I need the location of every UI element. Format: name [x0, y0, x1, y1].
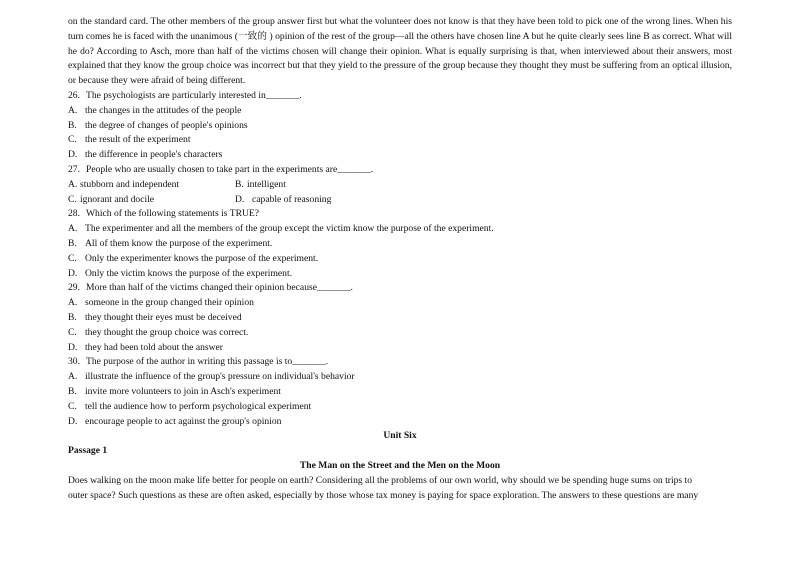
option-30a [68, 370, 732, 385]
option-letter: B. [68, 237, 77, 249]
question-26 [68, 89, 732, 104]
option-text: invite more volunteers to join in Asch's experiment [85, 385, 281, 397]
option-text: The experimenter and all the members of the group except the victim know the purpose of the experiment. [85, 223, 494, 235]
question-30 [68, 355, 732, 370]
option-27c [68, 193, 235, 208]
option-letter: D. [68, 149, 78, 161]
option-text: stubborn and independent [80, 178, 180, 190]
option-28d [68, 267, 732, 282]
options-27-row-1 [68, 178, 732, 193]
option-text: illustrate the influence of the group's pressure on individual's behavior [85, 371, 355, 383]
option-28b [68, 237, 732, 252]
option-letter: B. [68, 385, 77, 397]
option-text: tell the audience how to perform psychological experiment [85, 400, 312, 412]
question-stem: Which of the following statements is TRUE? [86, 208, 260, 220]
option-28c [68, 252, 732, 267]
option-30c [68, 400, 732, 415]
option-letter: A. [68, 371, 78, 383]
option-text: the result of the experiment [85, 134, 191, 146]
unit-heading: Unit Six [383, 430, 417, 442]
passage-label: Passage 1 [68, 445, 108, 457]
passage-line-1: Does walking on the moon make life better for people on earth? Considering all the problems of our own world, why should we be spending huge sums on trips to [68, 474, 693, 486]
option-letter: A. [68, 297, 78, 309]
option-text: capable of reasoning [252, 193, 332, 205]
option-letter: C. [68, 193, 77, 205]
question-stem: More than half of the victims changed their opinion because_______. [86, 282, 353, 294]
option-letter: B. [235, 178, 244, 190]
option-29b [68, 311, 732, 326]
option-28a [68, 222, 732, 237]
option-text: they thought the group choice was correct. [85, 326, 249, 338]
option-text: Only the experimenter knows the purpose of the experiment. [85, 252, 319, 264]
question-stem: The psychologists are particularly interested in_______. [86, 89, 302, 101]
option-26a [68, 104, 732, 119]
option-text: the difference in people's characters [85, 149, 223, 161]
option-letter: A. [68, 104, 78, 116]
option-29c [68, 326, 732, 341]
question-number: 29. [68, 282, 80, 294]
option-30d [68, 415, 732, 430]
option-text: they thought their eyes must be deceived [85, 311, 242, 323]
option-letter: B. [68, 311, 77, 323]
question-number: 28. [68, 208, 80, 220]
question-stem: People who are usually chosen to take part in the experiments are_______. [86, 163, 374, 175]
passage-title: The Man on the Street and the Men on the Moon [299, 459, 501, 471]
option-text: Only the victim knows the purpose of the experiment. [85, 267, 293, 279]
option-letter: A. [68, 178, 78, 190]
option-26b [68, 119, 732, 134]
passage-line-2: outer space? Such questions as these are often asked, especially by those whose tax money is paying for space exploration. The answers to these questions are many [68, 489, 699, 501]
options-27-row-2 [68, 193, 732, 208]
option-text: All of them know the purpose of the experiment. [85, 237, 273, 249]
question-28 [68, 207, 732, 222]
question-29 [68, 281, 732, 296]
option-27d [235, 193, 331, 208]
option-letter: B. [68, 119, 77, 131]
option-27b [235, 178, 286, 193]
intro-paragraph: on the standard card. The other members of the group answer first but what the volunteer does not know is that they have been told to pick one of the wrong lines. When his turn comes he is faced with the unanimous (一致的 ) opinion of the rest of the group—all the others have chosen line A but he quite clearly sees line B as correct. What will he do? According to Asch, more than half of the victims chosen will change their opinion. What is equally surprising is that, when interviewed about their answers, most explained that they know the group choice was incorrect but that they yield to the pressure of the group because they thought they must be suffering from an optical illusion, or because they were afraid of being different. [68, 16, 732, 87]
question-number: 26. [68, 89, 80, 101]
option-26c [68, 133, 732, 148]
question-number: 30. [68, 356, 80, 368]
option-text: intelligent [247, 178, 286, 190]
option-text: someone in the group changed their opinion [85, 297, 254, 309]
option-27a [68, 178, 235, 193]
option-letter: D. [235, 193, 245, 205]
option-letter: C. [68, 326, 77, 338]
option-text: ignorant and docile [80, 193, 155, 205]
option-letter: C. [68, 134, 77, 146]
question-27 [68, 163, 732, 178]
option-text: the changes in the attitudes of the people [85, 104, 242, 116]
option-letter: A. [68, 223, 78, 235]
option-29d [68, 341, 732, 356]
question-number: 27. [68, 163, 80, 175]
option-text: encourage people to act against the group's opinion [85, 415, 282, 427]
option-letter: C. [68, 400, 77, 412]
option-letter: D. [68, 267, 78, 279]
option-letter: C. [68, 252, 77, 264]
option-letter: D. [68, 415, 78, 427]
option-letter: D. [68, 341, 78, 353]
option-29a [68, 296, 732, 311]
option-30b [68, 385, 732, 400]
question-stem: The purpose of the author in writing this passage is to_______. [86, 356, 329, 368]
option-text: the degree of changes of people's opinions [85, 119, 248, 131]
option-26d [68, 148, 732, 163]
option-text: they had been told about the answer [85, 341, 223, 353]
